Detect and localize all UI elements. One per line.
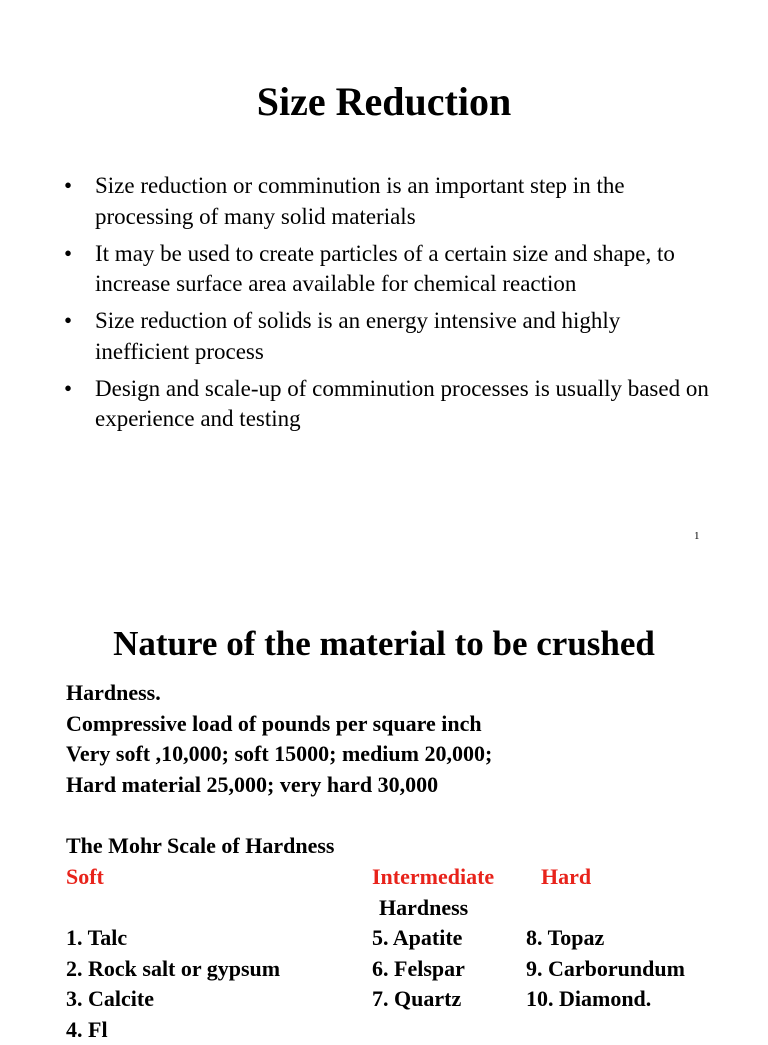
- mineral-item: 1. Talc: [66, 923, 280, 954]
- slide-title: Size Reduction: [0, 78, 768, 126]
- bullet-list: [62, 171, 712, 441]
- mineral-item: 3. Calcite: [66, 984, 280, 1015]
- slide-title: Nature of the material to be crushed: [0, 622, 768, 666]
- bullet-item: [62, 374, 712, 435]
- mineral-item: 4. Fl: [66, 1015, 280, 1045]
- category-hard: Hard: [541, 862, 591, 892]
- mineral-item: 8. Topaz: [526, 923, 685, 954]
- mineral-item: 9. Carborundum: [526, 954, 685, 985]
- mohr-scale-title: The Mohr Scale of Hardness: [66, 831, 334, 861]
- bullet-text: Size reduction of solids is an energy intensive and highly inefficient process: [95, 308, 620, 364]
- mineral-item: 6. Felspar: [372, 954, 465, 985]
- hard-minerals-column: [526, 923, 685, 1015]
- mineral-item: 2. Rock salt or gypsum: [66, 954, 280, 985]
- slide-nature-of-material: [0, 580, 768, 1024]
- category-intermediate: Intermediate: [372, 862, 494, 892]
- bullet-icon: •: [64, 171, 72, 202]
- mineral-item: 7. Quartz: [372, 984, 465, 1015]
- intermediate-minerals-column: [372, 923, 465, 1015]
- bullet-icon: •: [64, 239, 72, 270]
- bullet-icon: •: [64, 306, 72, 337]
- text-line: Compressive load of pounds per square inch: [66, 709, 492, 740]
- bullet-text: Size reduction or comminution is an important step in the processing of many solid materials: [95, 173, 625, 229]
- bullet-item: [62, 306, 712, 367]
- text-line: Very soft ,10,000; soft 15000; medium 20,000;: [66, 739, 492, 770]
- bullet-icon: •: [64, 374, 72, 405]
- category-soft: Soft: [66, 862, 104, 892]
- bullet-item: [62, 239, 712, 300]
- bullet-text: It may be used to create particles of a certain size and shape, to increase surface area available for chemical reaction: [95, 241, 675, 297]
- soft-minerals-column: [66, 923, 280, 1045]
- mineral-item: 10. Diamond.: [526, 984, 685, 1015]
- mineral-item: 5. Apatite: [372, 923, 465, 954]
- page-number: 1: [694, 530, 700, 542]
- bullet-item: [62, 171, 712, 232]
- hardness-lines: [66, 678, 492, 800]
- text-line: Hard material 25,000; very hard 30,000: [66, 770, 492, 801]
- text-line: Hardness.: [66, 678, 492, 709]
- bullet-text: Design and scale-up of comminution processes is usually based on experience and testing: [95, 376, 709, 432]
- intermediate-hardness-label: Hardness: [379, 893, 468, 923]
